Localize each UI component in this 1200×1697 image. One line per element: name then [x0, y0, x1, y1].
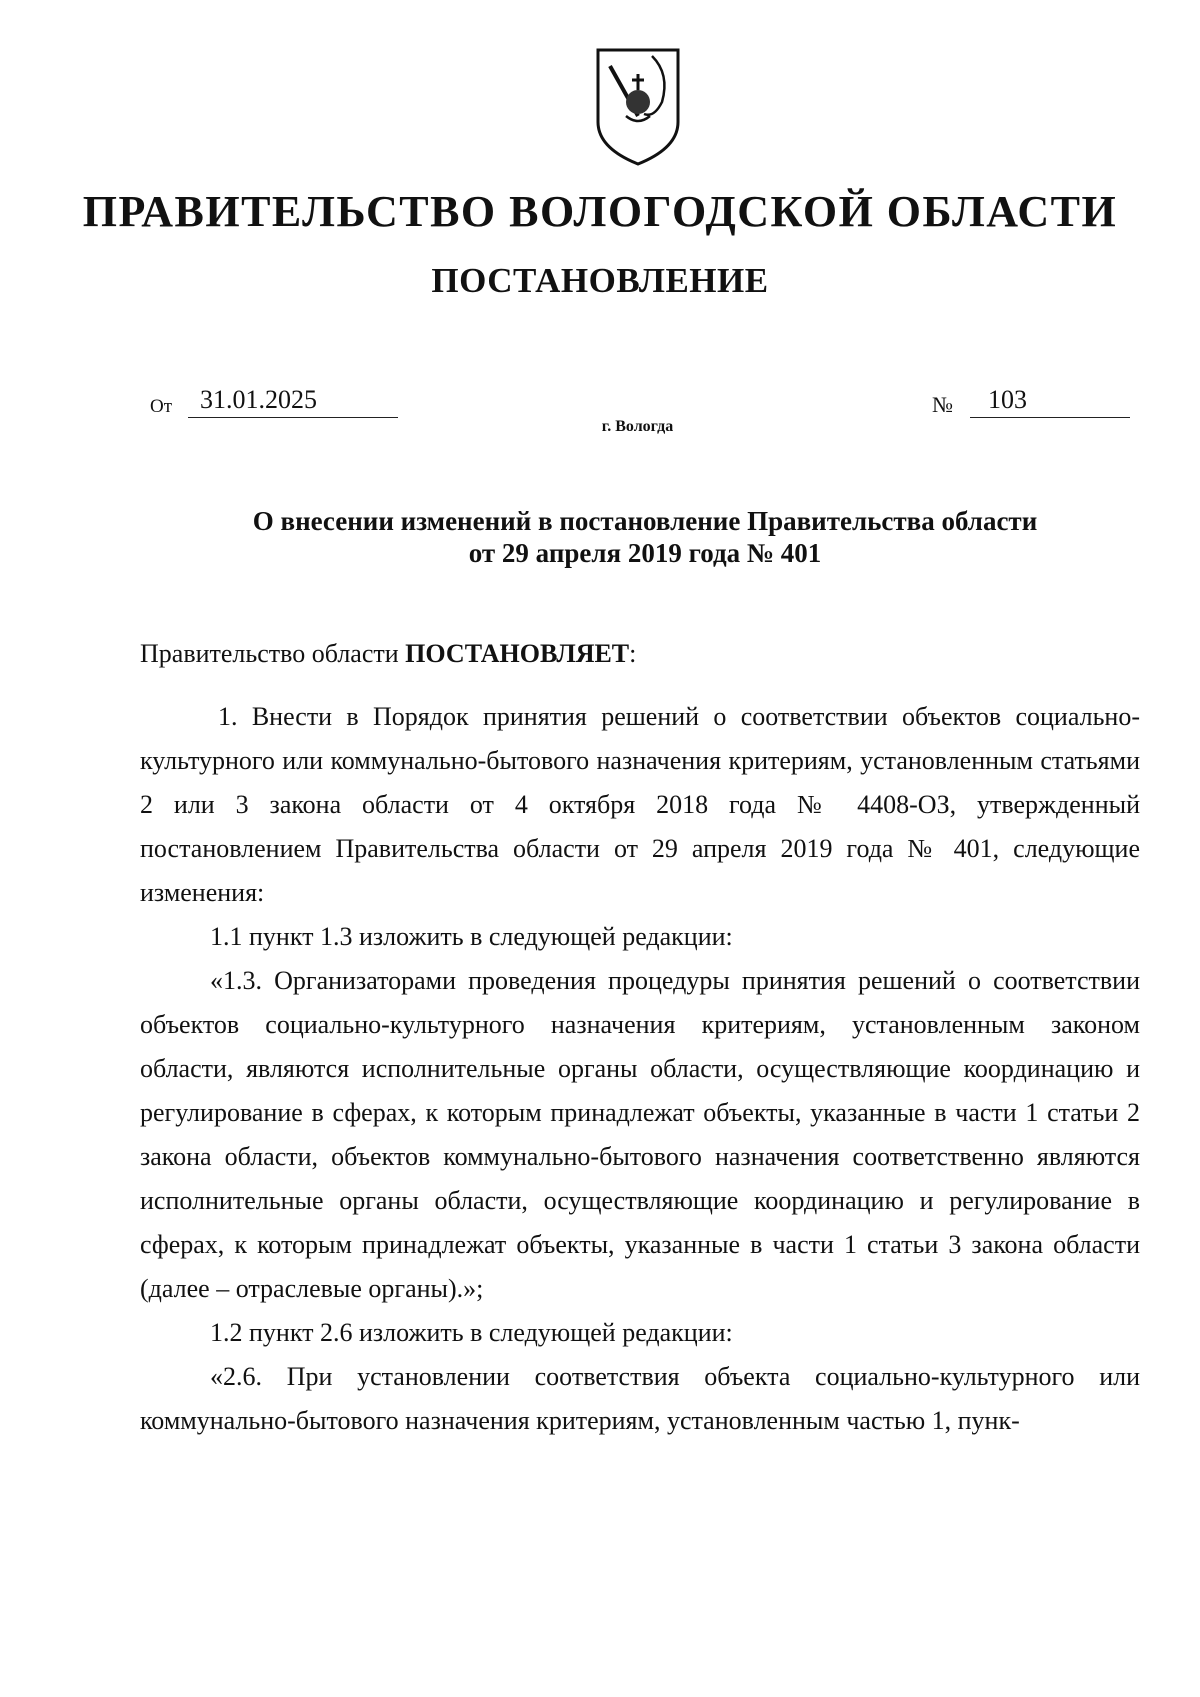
preamble: [140, 632, 1140, 676]
paragraph: 1. Внести в Порядок принятия решений о соответствии объектов социально-культурного или коммунально-бытового назначения критериям, установленным статьями 2 или 3 закона области от 4 октября 2018 года № 4408-ОЗ, утвержденный постановлением Правительства области от 29 апреля 2019 года № 401, следующие изменения:: [140, 702, 1140, 907]
paragraph: 1.2 пункт 2.6 изложить в следующей редакции:: [210, 1318, 733, 1347]
document-subject: [150, 505, 1140, 569]
document-body: [140, 695, 1140, 1443]
subject-line-2: от 29 апреля 2019 года № 401: [468, 538, 822, 568]
paragraph: 1.1 пункт 1.3 изложить в следующей редакции:: [210, 922, 733, 951]
paragraph: «1.3. Организаторами проведения процедуры принятия решений о соответствии объектов социально-культурного назначения критериям, установленным законом области, являются исполнительные органы области, осуществляющие координацию и регулирование в сферах, к которым принадлежат объекты, указанные в части 1 статьи 2 закона области, объектов коммунально-бытового назначения соответственно являются исполнительные органы области, осуществляющие координацию и регулирование в сферах, к которым принадлежат объекты, указанные в части 1 статьи 3 закона области (далее – отраслевые органы).»;: [140, 966, 1140, 1303]
preamble-bold: ПОСТАНОВЛЯЕТ: [405, 639, 630, 668]
date-prefix: От: [150, 396, 173, 417]
vologda-coat-of-arms-icon: [592, 44, 684, 168]
number-prefix: №: [932, 392, 953, 417]
preamble-text: Правительство области: [140, 639, 406, 668]
paragraph: «2.6. При установлении соответствия объекта социально-культурного или коммунально-бытового назначения критериям, установленным частью 1, пунк-: [140, 1362, 1140, 1435]
document-type: ПОСТАНОВЛЕНИЕ: [431, 261, 769, 300]
date-value: 31.01.2025: [188, 384, 398, 418]
number-value: 103: [970, 384, 1130, 418]
preamble-suffix: :: [629, 639, 637, 668]
subject-line-1: О внесении изменений в постановление Правительства области: [252, 506, 1038, 536]
city: г. Вологда: [601, 418, 674, 435]
organization-title: ПРАВИТЕЛЬСТВО ВОЛОГОДСКОЙ ОБЛАСТИ: [82, 187, 1118, 236]
